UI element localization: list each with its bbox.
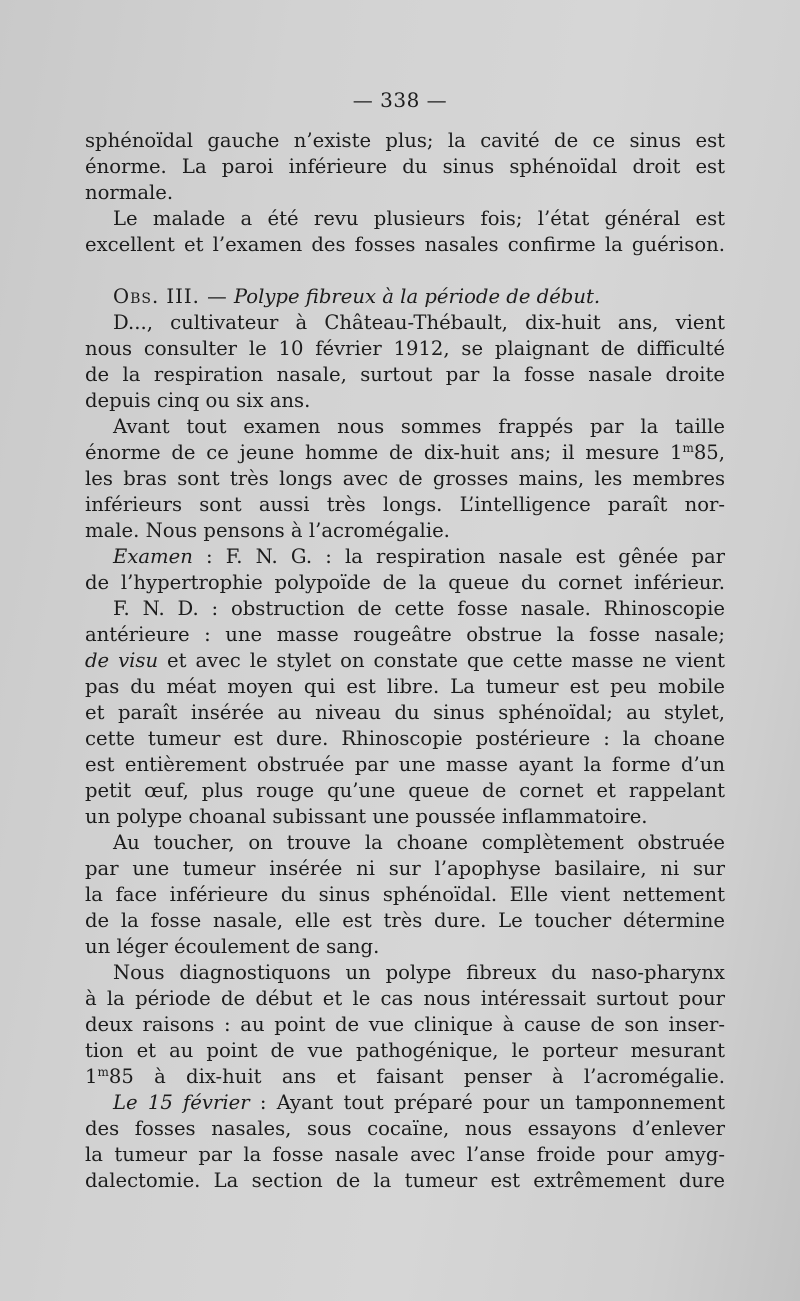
text-line: est entièrement obstruée par une masse ayant la forme d’un xyxy=(85,753,725,776)
text-line: Au toucher, on trouve la choane complètement obstruée xyxy=(113,831,725,854)
observation-title: Polype fibreux à la période de début. xyxy=(233,285,601,308)
italic-term: de visu xyxy=(85,649,159,672)
text-line: Nous diagnostiquons un polype fibreux du naso-pharynx xyxy=(113,961,725,984)
text-line: deux raisons : au point de vue clinique à cause de son inser- xyxy=(85,1013,725,1036)
text-line: antérieure : une masse rougeâtre obstrue la fosse nasale; xyxy=(85,623,725,646)
text-line xyxy=(85,1090,725,1116)
text-line: excellent et l’examen des fosses nasales confirme la guérison. xyxy=(85,233,725,256)
observation-label: Obs. III. — xyxy=(113,285,228,308)
text-line: male. Nous pensons à l’acromégalie. xyxy=(85,519,450,542)
text-line: dalectomie. La section de la tumeur est extrêmement dure xyxy=(85,1169,725,1192)
text-line: sphénoïdal gauche n’existe plus; la cavité de ce sinus est xyxy=(85,129,725,152)
body-text xyxy=(85,128,725,1194)
paragraph-4 xyxy=(85,414,725,544)
text-line xyxy=(85,1064,725,1090)
text-line: par une tumeur insérée ni sur l’apophyse basilaire, ni sur xyxy=(85,857,725,880)
text-line: Le malade a été revu plusieurs fois; l’état général est xyxy=(113,207,725,230)
superscript: m xyxy=(682,441,694,455)
text-line: à la période de début et le cas nous intéressait surtout pour xyxy=(85,987,725,1010)
page-number: — 338 — xyxy=(352,88,448,112)
text-line: de la fosse nasale, elle est très dure. Le toucher détermine xyxy=(85,909,725,932)
text-line: pas du méat moyen qui est libre. La tumeur est peu mobile xyxy=(85,675,725,698)
text-segment: et avec le stylet on constate que cette masse ne vient xyxy=(158,649,725,672)
paragraph-9 xyxy=(85,1090,725,1194)
text-line: la face inférieure du sinus sphénoïdal. Elle vient nettement xyxy=(85,883,725,906)
text-line: un léger écoulement de sang. xyxy=(85,935,380,958)
superscript: m xyxy=(97,1065,109,1079)
text-line: énorme. La paroi inférieure du sinus sphénoïdal droit est xyxy=(85,155,725,178)
text-line: et paraît insérée au niveau du sinus sphénoïdal; au stylet, xyxy=(85,701,725,724)
text-segment: : Ayant tout préparé pour un tamponnement xyxy=(249,1091,725,1114)
text-line: normale. xyxy=(85,181,174,204)
text-segment: 85 à dix-huit ans et faisant penser à l’acromégalie. xyxy=(108,1065,725,1088)
text-line: F. N. D. : obstruction de cette fosse nasale. Rhinoscopie xyxy=(113,597,725,620)
paragraph-8 xyxy=(85,960,725,1090)
paragraph-6 xyxy=(85,596,725,830)
spacer xyxy=(85,258,725,284)
text-line xyxy=(85,440,725,466)
text-line: petit œuf, plus rouge qu’une queue de cornet et rappelant xyxy=(85,779,725,802)
text-line: tion et au point de vue pathogénique, le porteur mesurant xyxy=(85,1039,725,1062)
text-line: la tumeur par la fosse nasale avec l’anse froide pour amyg- xyxy=(85,1143,725,1166)
paragraph-1 xyxy=(85,128,725,206)
italic-date: Le 15 février xyxy=(113,1091,250,1114)
text-segment: 1 xyxy=(85,1065,98,1088)
text-line xyxy=(85,648,725,674)
text-segment: 85, xyxy=(693,441,725,464)
paragraph-7 xyxy=(85,830,725,960)
text-line: inférieurs sont aussi très longs. L’intelligence paraît nor- xyxy=(85,493,725,516)
text-line: de l’hypertrophie polypoïde de la queue du cornet inférieur. xyxy=(85,571,725,594)
paragraph-5 xyxy=(85,544,725,596)
italic-term: Examen xyxy=(113,545,193,568)
text-line: un polype choanal subissant une poussée inflammatoire. xyxy=(85,805,648,828)
text-line: nous consulter le 10 février 1912, se plaignant de difficulté xyxy=(85,337,725,360)
text-line xyxy=(85,544,725,570)
paragraph-3 xyxy=(85,310,725,414)
text-line: cette tumeur est dure. Rhinoscopie postérieure : la choane xyxy=(85,727,725,750)
text-line: de la respiration nasale, surtout par la fosse nasale droite xyxy=(85,363,725,386)
text-line: D..., cultivateur à Château-Thébault, dix-huit ans, vient xyxy=(113,311,725,334)
text-line: des fosses nasales, sous cocaïne, nous essayons d’enlever xyxy=(85,1117,725,1140)
text-line: Avant tout examen nous sommes frappés par la taille xyxy=(113,415,725,438)
text-segment: énorme de ce jeune homme de dix-huit ans; il mesure 1 xyxy=(85,441,683,464)
paragraph-2 xyxy=(85,206,725,258)
observation-heading xyxy=(85,284,725,310)
text-line: depuis cinq ou six ans. xyxy=(85,389,311,412)
text-segment: : F. N. G. : la respiration nasale est gênée par xyxy=(192,545,725,568)
text-line: les bras sont très longs avec de grosses mains, les membres xyxy=(85,467,725,490)
